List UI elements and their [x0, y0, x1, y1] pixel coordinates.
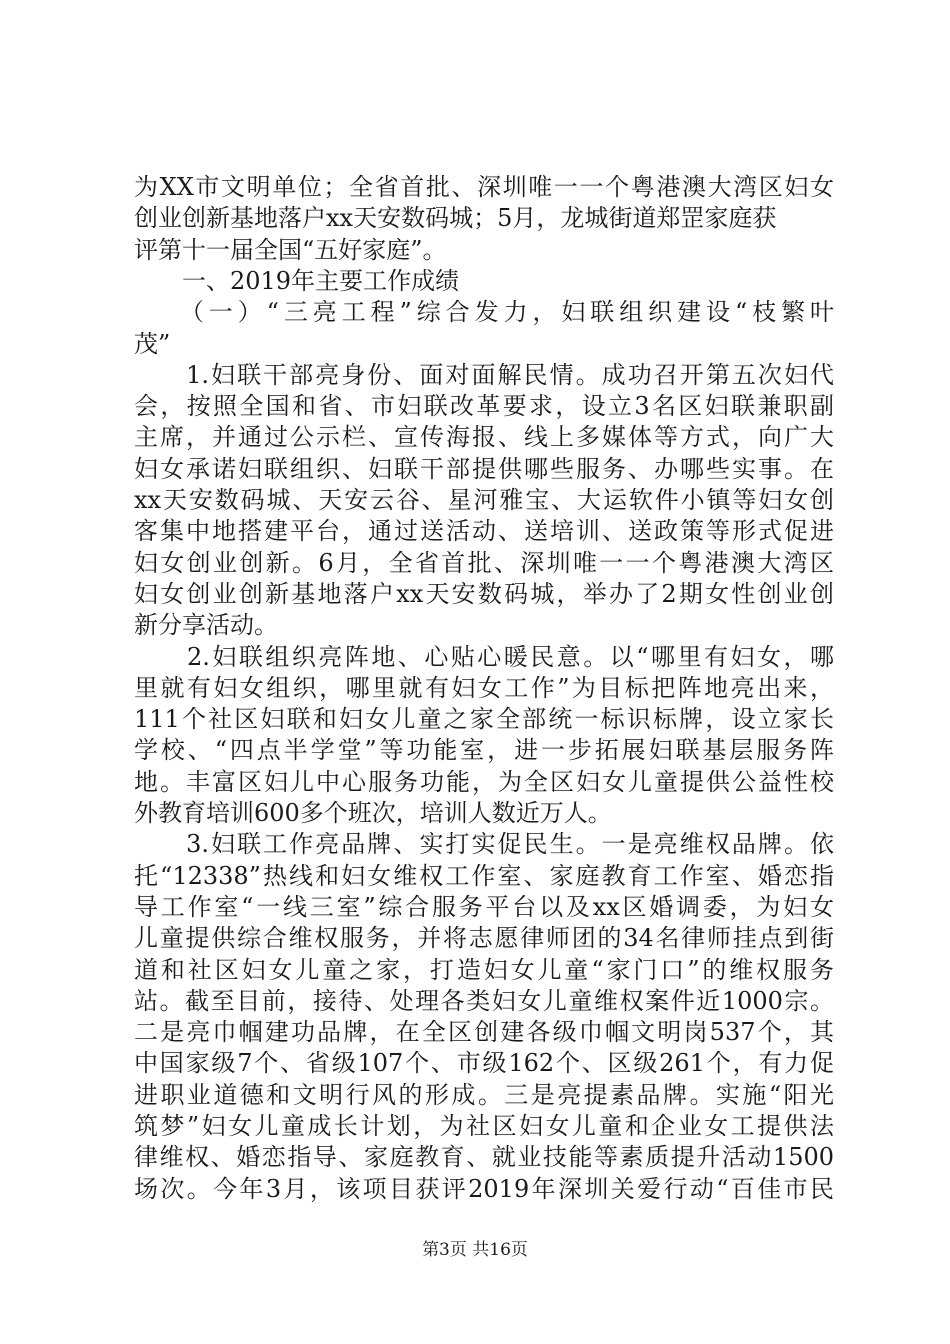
text-line: 地。丰富区妇儿中心服务功能，为全区妇女儿童提供公益性校	[134, 768, 834, 796]
text-line: 中国家级7个、省级107个、市级162个、区级261个，有力促	[134, 1049, 834, 1077]
text-line: 2.妇联组织亮阵地、心贴心暖民意。以“哪里有妇女，哪	[134, 643, 834, 671]
text-line: 主席，并通过公示栏、宣传海报、线上多媒体等方式，向广大	[134, 423, 834, 451]
text-line: 会，按照全国和省、市妇联改革要求，设立3名区妇联兼职副	[134, 392, 834, 420]
text-line: 创业创新基地落户xx天安数码城；5月，龙城街道郑罡家庭获	[134, 204, 777, 232]
text-line: 场次。今年3月，该项目获评2019年深圳关爱行动“百佳市民	[134, 1175, 834, 1203]
text-line: 新分享活动。	[134, 611, 278, 639]
subsection-heading: 茂”	[134, 330, 171, 358]
text-line: 妇女创业创新基地落户xx天安数码城，举办了2期女性创业创	[134, 580, 834, 608]
text-line: 托“12338”热线和妇女维权工作室、家庭教育工作室、婚恋指	[134, 862, 834, 890]
text-line: 律维权、婚恋指导、家庭教育、就业技能等素质提升活动1500	[134, 1143, 834, 1171]
text-line: 111个社区妇联和妇女儿童之家全部统一标识标牌，设立家长	[134, 705, 834, 733]
page-footer: 第3页 共16页	[422, 1240, 528, 1260]
subsection-heading: （一）“三亮工程”综合发力，妇联组织建设“枝繁叶	[134, 298, 834, 326]
text-line: 1.妇联干部亮身份、面对面解民情。成功召开第五次妇代	[134, 361, 834, 389]
text-line: 二是亮巾帼建功品牌，在全区创建各级巾帼文明岗537个，其	[134, 1018, 834, 1046]
text-line: xx天安数码城、天安云谷、星河雅宝、大运软件小镇等妇女创	[134, 486, 834, 514]
text-line: 妇女创业创新。6月，全省首批、深圳唯一一个粤港澳大湾区	[134, 549, 834, 577]
text-line: 里就有妇女组织，哪里就有妇女工作”为目标把阵地亮出来，	[134, 674, 834, 702]
text-line: 为XX市文明单位；全省首批、深圳唯一一个粤港澳大湾区妇女	[134, 173, 834, 201]
text-line: 道和社区妇女儿童之家，打造妇女儿童“家门口”的维权服务	[134, 956, 834, 984]
text-line: 评第十一届全国“五好家庭”。	[134, 236, 447, 264]
text-line: 站。截至目前，接待、处理各类妇女儿童维权案件近1000宗。	[134, 987, 834, 1015]
text-line: 学校、“四点半学堂”等功能室，进一步拓展妇联基层服务阵	[134, 736, 834, 764]
text-line: 妇女承诺妇联组织、妇联干部提供哪些服务、办哪些实事。在	[134, 455, 834, 483]
text-line: 进职业道德和文明行风的形成。三是亮提素品牌。实施“阳光	[134, 1081, 834, 1109]
text-line: 客集中地搭建平台，通过送活动、送培训、送政策等形式促进	[134, 517, 834, 545]
text-line: 儿童提供综合维权服务，并将志愿律师团的34名律师挂点到街	[134, 924, 834, 952]
text-line: 筑梦”妇女儿童成长计划，为社区妇女儿童和企业女工提供法	[134, 1112, 834, 1140]
text-line: 外教育培训600多个班次，培训人数近万人。	[134, 799, 612, 827]
section-heading: 一、2019年主要工作成绩	[134, 267, 460, 295]
text-line: 3.妇联工作亮品牌、实打实促民生。一是亮维权品牌。依	[134, 830, 834, 858]
text-line: 导工作室“一线三室”综合服务平台以及xx区婚调委，为妇女	[134, 893, 834, 921]
